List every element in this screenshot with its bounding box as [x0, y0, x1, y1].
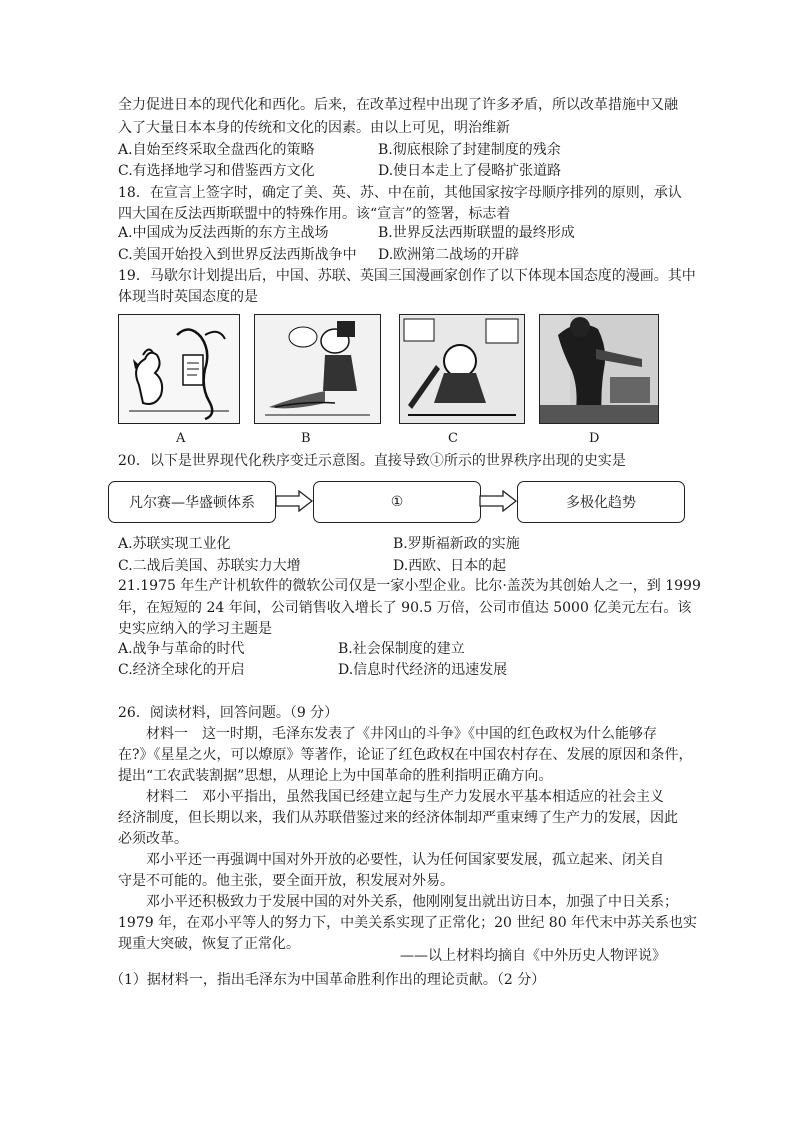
cartoon-b-label: B [301, 431, 311, 446]
flow-box-blank: ① [313, 481, 481, 523]
q20-option-b[interactable]: B.罗斯福新政的实施 [393, 536, 520, 552]
cartoon-c-label: C [448, 431, 458, 446]
cartoon-d-image[interactable] [539, 314, 659, 424]
q17-option-d[interactable]: D.使日本走上了侵略扩张道路 [378, 163, 562, 179]
q26-source-note: ——以上材料均摘自《中外历史人物评说》 [400, 948, 666, 964]
q21-option-d[interactable]: D.信息时代经济的迅速发展 [338, 662, 508, 678]
q17-option-c[interactable]: C.有选择地学习和借鉴西方文化 [118, 163, 315, 179]
cartoon-c-image[interactable] [399, 314, 525, 424]
q18-stem-line2: 四大国在反法西斯联盟中的特殊作用。该“宣言”的签署，标志着 [118, 206, 511, 222]
q19-stem-line1: 19．马歇尔计划提出后，中国、苏联、英国三国漫画家创作了以下体现本国态度的漫画。其中 [118, 268, 696, 284]
q26-material2-line1: 材料二 邓小平指出，虽然我国已经建立起与生产力发展水平基本相适应的社会主义 [146, 789, 664, 805]
q26-material1-line2: 在?》《星星之火，可以燎原》等著作，论证了红色政权在中国农村存在、发展的原因和条件， [118, 747, 693, 763]
q18-option-b[interactable]: B.世界反法西斯联盟的最终形成 [378, 225, 575, 241]
flow-arrow-icon [479, 490, 517, 512]
q26-stem: 26．阅读材料，回答问题。（9 分） [118, 705, 339, 721]
q26-paragraph3-line2: 1979 年，在邓小平等人的努力下，中美关系实现了正常化；20 世纪 80 年代末中苏关系也实 [118, 915, 698, 931]
q18-option-a[interactable]: A.中国成为反法西斯的东方主战场 [118, 225, 329, 241]
q21-option-c[interactable]: C.经济全球化的开启 [118, 662, 245, 678]
q26-material1-line3: 提出“工农武装割据”思想，从理论上为中国革命的胜利指明正确方向。 [118, 768, 553, 784]
cartoon-d-label: D [589, 431, 600, 446]
flow-arrow-icon [275, 490, 313, 512]
q26-paragraph3-line1: 邓小平还积极致力于发展中国的对外关系，他刚刚复出就出访日本，加强了中日关系； [146, 894, 678, 910]
q21-option-a[interactable]: A.战争与革命的时代 [118, 641, 245, 657]
q26-material2-line2: 经济制度，但长期以来，我们从苏联借鉴过来的经济体制却严重束缚了生产力的发展，因此 [118, 810, 678, 826]
q18-option-d[interactable]: D.欧洲第二战场的开辟 [378, 247, 520, 263]
flow-box-versailles-washington: 凡尔赛—华盛顿体系 [108, 481, 276, 523]
q17-text-line1: 全力促进日本的现代化和西化。后来，在改革过程中出现了许多矛盾，所以改革措施中又融 [118, 97, 678, 113]
q17-option-b[interactable]: B.彻底根除了封建制度的残余 [378, 142, 561, 158]
cartoon-a-label: A [176, 431, 186, 446]
q26-subquestion-1: （1）据材料一，指出毛泽东为中国革命胜利作出的理论贡献。（2 分） [110, 972, 546, 988]
q21-stem-line2: 年，在短短的 24 年间，公司销售收入增长了 90.5 万倍，公司市值达 5000 亿美元左右。该 [118, 600, 692, 616]
q21-stem-line3: 史实应纳入的学习主题是 [118, 621, 272, 637]
flow-box-multipolar: 多极化趋势 [517, 481, 685, 523]
q21-option-b[interactable]: B.社会保制度的建立 [338, 641, 465, 657]
q17-option-a[interactable]: A.自始至终采取全盘西化的策略 [118, 142, 315, 158]
q26-paragraph2-line2: 守是不可能的。他主张，要全面开放，积发展对外易。 [118, 873, 454, 889]
cartoon-b-image[interactable] [254, 314, 381, 424]
q20-option-a[interactable]: A.苏联实现工业化 [118, 536, 231, 552]
q19-stem-line2: 体现当时英国态度的是 [118, 289, 258, 305]
q17-text-line2: 入了大量日本本身的传统和文化的因素。由以上可见，明治维新 [118, 120, 510, 136]
q20-option-c[interactable]: C.二战后美国、苏联实力大增 [118, 558, 301, 574]
cartoon-a-image[interactable] [118, 314, 240, 424]
q18-stem-line1: 18．在宣言上签字时，确定了美、英、苏、中在前，其他国家按字母顺序排列的原则，承认 [118, 185, 682, 201]
q21-stem-line1: 21.1975 年生产计机软件的微软公司仅是一家小型企业。比尔·盖茨为其创始人之一，到 1999 [118, 578, 701, 594]
q26-material2-line3: 必须改革。 [118, 831, 188, 847]
q26-material1-line1: 材料一 这一时期，毛泽东发表了《井冈山的斗争》《中国的红色政权为什么能够存 [146, 726, 657, 742]
q26-paragraph3-line3: 现重大突破，恢复了正常化。 [118, 936, 300, 952]
q20-stem: 20．以下是世界现代化秩序变迁示意图。直接导致①所示的世界秩序出现的史实是 [118, 453, 626, 469]
q20-option-d[interactable]: D.西欧、日本的起 [393, 558, 507, 574]
q26-paragraph2-line1: 邓小平还一再强调中国对外开放的必要性，认为任何国家要发展，孤立起来、闭关自 [146, 852, 664, 868]
q18-option-c[interactable]: C.美国开始投入到世界反法西斯战争中 [118, 247, 357, 263]
